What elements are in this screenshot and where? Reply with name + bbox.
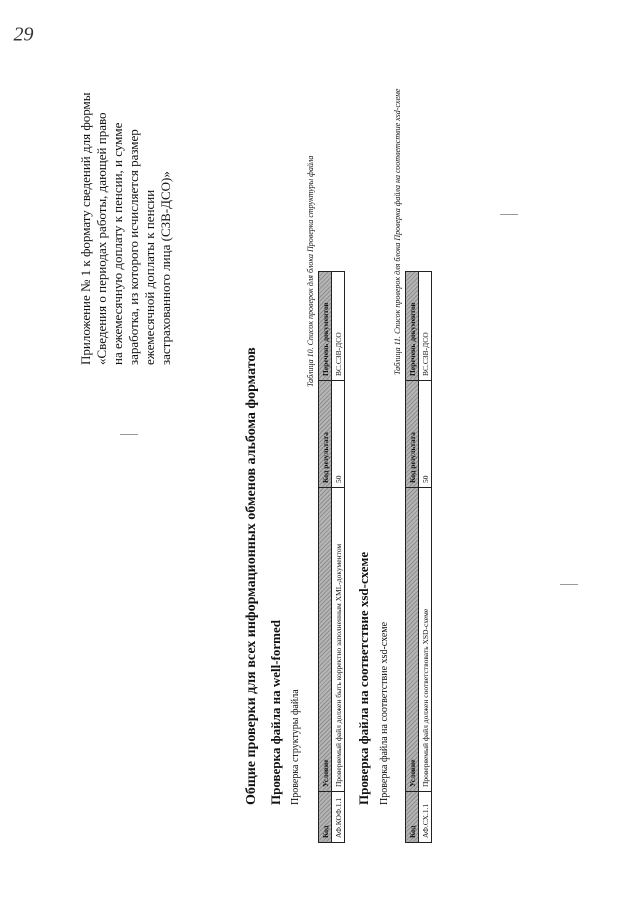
scan-speck [500, 214, 518, 215]
cell-documents: ВС.СЗВ-ДСО [332, 272, 345, 381]
cell-documents: ВС.СЗВ-ДСО [419, 272, 432, 381]
table-header-row [319, 272, 332, 843]
page-number: 29 [13, 23, 34, 46]
cell-condition: Проверяемый файл должен соответствовать XSD-схеме [419, 488, 432, 792]
cell-result-code: 50 [419, 381, 432, 488]
section-heading-well-formed: Проверка файла на well-formed [268, 620, 283, 805]
section-subheading-structure: Проверка структуры файла [290, 689, 301, 805]
column-header-documents: Перечень документов [406, 272, 419, 381]
section-heading-xsd: Проверка файла на соответствие xsd-схеме [356, 551, 371, 805]
section-subheading-xsd: Проверка файла на соответствие xsd-схеме [379, 621, 390, 805]
appendix-line: на ежемесячную доплату к пенсии, и сумме [110, 122, 125, 365]
appendix-note [78, 85, 174, 365]
main-heading: Общие проверки для всех информационных обменов альбома форматов [244, 347, 259, 805]
cell-code: АФ.КОФ.1.1 [332, 792, 345, 843]
appendix-line: ежемесячной доплаты к пенсии [142, 189, 157, 365]
column-header-condition: Условие [406, 488, 419, 792]
scan-speck [120, 434, 138, 435]
table-header-row [406, 272, 419, 843]
scan-speck [560, 584, 578, 585]
appendix-line: Приложение № 1 к формату сведений для формы [78, 92, 93, 365]
column-header-result-code: Код результата [319, 381, 332, 488]
column-header-condition: Условие [319, 488, 332, 792]
appendix-line: «Сведения о периодах работы, дающей право [94, 112, 109, 365]
table-row [419, 272, 432, 843]
column-header-code: Код [319, 792, 332, 843]
cell-condition: Проверяемый файл должен быть корректно заполненным XML-документом [332, 488, 345, 792]
column-header-documents: Перечень документов [319, 272, 332, 381]
checks-table-10 [318, 271, 345, 843]
appendix-line: заработка, из которого исчисляется размер [126, 129, 141, 365]
checks-table-11 [405, 271, 432, 843]
cell-code: АФ.СХ.1.1 [419, 792, 432, 843]
column-header-code: Код [406, 792, 419, 843]
cell-result-code: 50 [332, 381, 345, 488]
column-header-result-code: Код результата [406, 381, 419, 488]
table-row [332, 272, 345, 843]
appendix-line: застрахованного лица (СЗВ-ДСО)» [158, 171, 173, 365]
table-caption-10: Таблица 10. Список проверок для блока Проверка структуры файла [306, 155, 315, 387]
table-caption-11: Таблица 11. Список проверок для блока Проверка файла на соответствие xsd-схеме [393, 88, 402, 375]
